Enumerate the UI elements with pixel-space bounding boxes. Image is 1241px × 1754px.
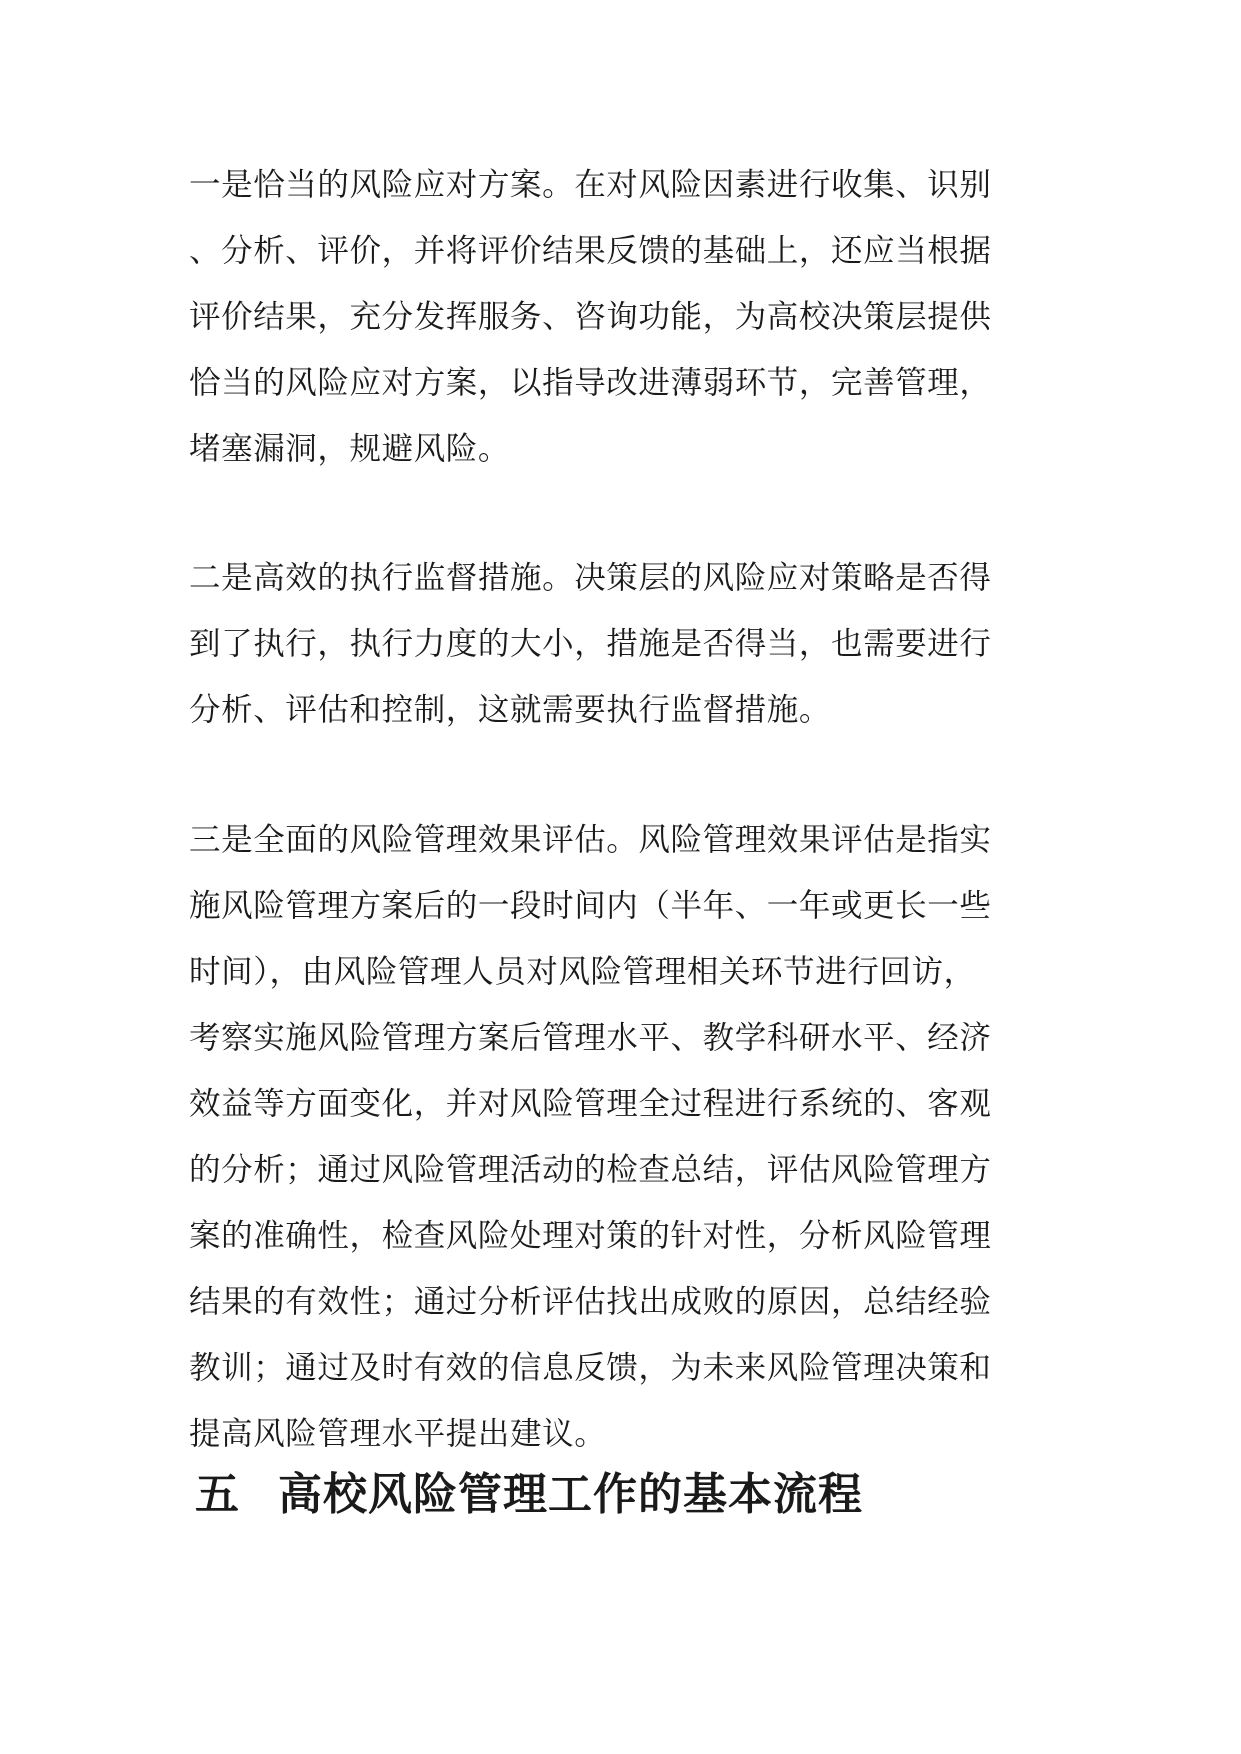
section-number: 五 <box>195 1469 240 1520</box>
text-line: 到了执行，执行力度的大小，措施是否得当，也需要进行 <box>189 626 992 662</box>
section-heading <box>195 1467 1055 1523</box>
text-line: 分析、评估和控制，这就需要执行监督措施。 <box>189 692 832 728</box>
text-line: 堵塞漏洞，规避风险。 <box>189 431 511 467</box>
text-line: 考察实施风险管理方案后管理水平、教学科研水平、经济 <box>189 1020 992 1056</box>
text-line: 结果的有效性；通过分析评估找出成败的原因，总结经验 <box>189 1284 992 1320</box>
text-line: 的分析；通过风险管理活动的检查总结，评估风险管理方 <box>189 1152 992 1188</box>
text-line: 效益等方面变化，并对风险管理全过程进行系统的、客观 <box>189 1086 992 1122</box>
text-line: 一是恰当的风险应对方案。在对风险因素进行收集、识别 <box>189 167 992 203</box>
text-line: 提高风险管理水平提出建议。 <box>189 1416 607 1452</box>
text-line: 施风险管理方案后的一段时间内（半年、一年或更长一些 <box>189 888 992 924</box>
section-title: 高校风险管理工作的基本流程 <box>278 1469 863 1520</box>
text-line: 三是全面的风险管理效果评估。风险管理效果评估是指实 <box>189 822 992 858</box>
text-line: 时间），由风险管理人员对风险管理相关环节进行回访， <box>189 954 976 990</box>
text-line: 评价结果，充分发挥服务、咨询功能，为高校决策层提供 <box>189 299 992 335</box>
text-line: 二是高效的执行监督措施。决策层的风险应对策略是否得 <box>189 560 992 596</box>
text-line: 教训；通过及时有效的信息反馈，为未来风险管理决策和 <box>189 1350 992 1386</box>
text-line: 、分析、评价，并将评价结果反馈的基础上，还应当根据 <box>189 233 992 269</box>
text-line: 恰当的风险应对方案，以指导改进薄弱环节，完善管理， <box>189 365 992 401</box>
text-line: 案的准确性，检查风险处理对策的针对性，分析风险管理 <box>189 1218 992 1254</box>
